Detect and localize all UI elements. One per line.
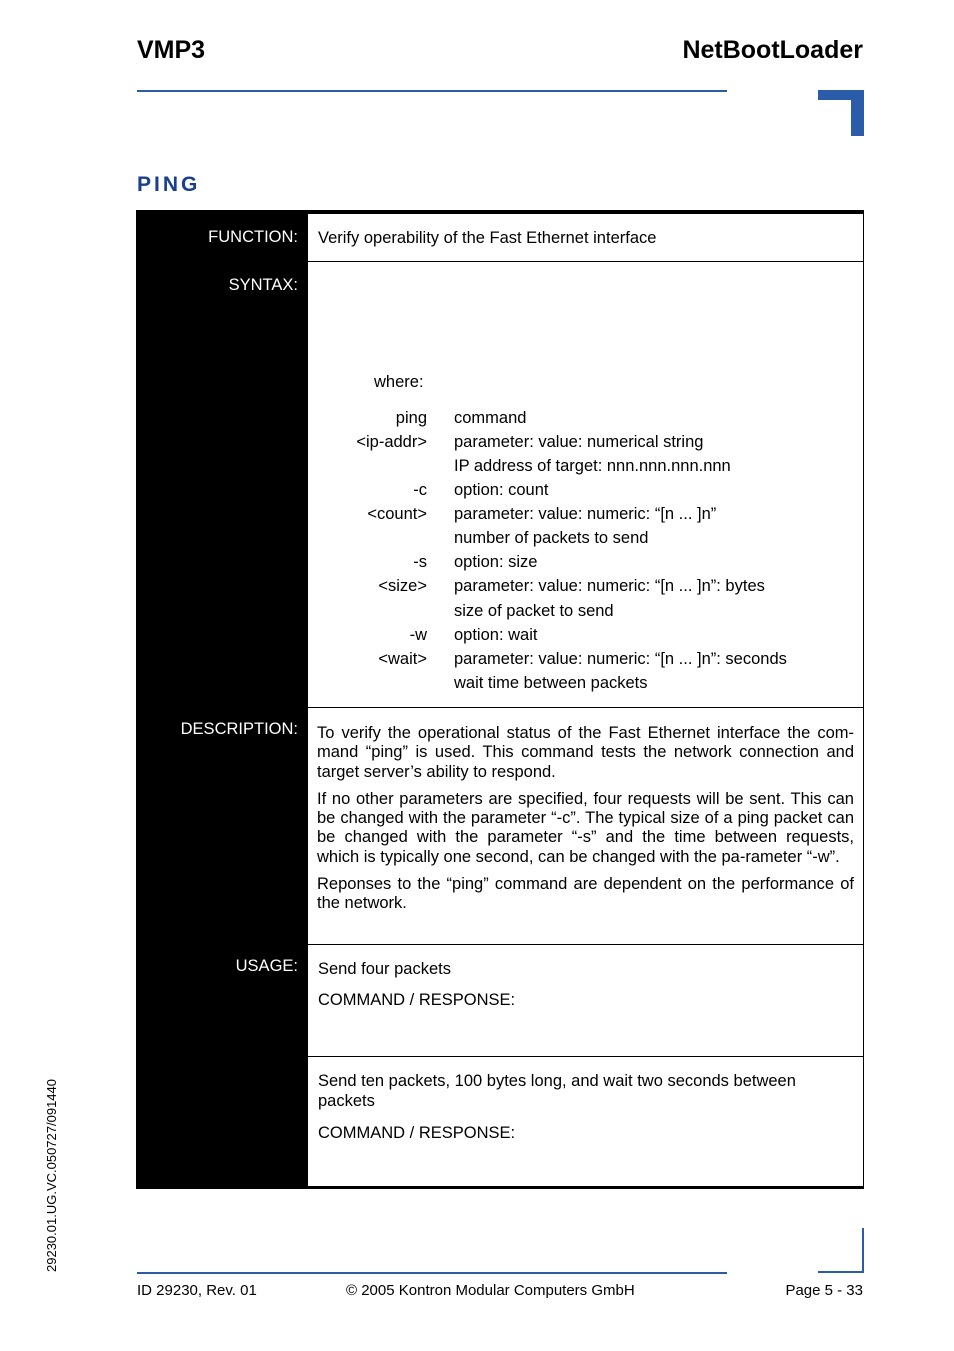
param-row	[308, 550, 863, 574]
function-text: Verify operability of the Fast Ethernet interface	[318, 229, 657, 247]
usage-title: Send four packets	[318, 960, 451, 978]
usage-command-label: COMMAND / RESPONSE:	[318, 991, 516, 1009]
command-table	[136, 210, 864, 1189]
param-desc: parameter: value: numerical string	[454, 433, 704, 451]
description-paragraph: To verify the operational status of the Fast Ethernet interface the com-mand “ping” is used. This command tests the network connection and target server’s ability to respond.	[317, 724, 854, 781]
content-column	[308, 214, 864, 1186]
param-name: <size>	[378, 577, 427, 595]
param-row	[308, 454, 863, 478]
corner-mark-bottom	[862, 1228, 864, 1273]
param-row	[308, 647, 863, 671]
param-desc: parameter: value: numeric: “[n ... ]n”: bytes	[454, 577, 765, 595]
syntax-where: where:	[374, 373, 424, 391]
param-desc: option: wait	[454, 626, 538, 644]
param-row	[308, 526, 863, 550]
description-paragraph: Reponses to the “ping” command are dependent on the performance of the network.	[317, 875, 854, 913]
param-desc: option: size	[454, 553, 538, 571]
param-row	[308, 478, 863, 502]
param-desc: wait time between packets	[454, 674, 648, 692]
side-document-code: 29230.01.UG.VC.050727/091440	[44, 1079, 59, 1272]
param-desc: size of packet to send	[454, 602, 614, 620]
header-product: VMP3	[137, 36, 206, 64]
param-row	[308, 502, 863, 526]
param-desc: command	[454, 409, 527, 427]
label-usage: USAGE:	[235, 957, 298, 975]
footer-copyright: © 2005 Kontron Modular Computers GmbH	[346, 1282, 635, 1299]
param-row	[308, 599, 863, 623]
usage-command-label: COMMAND / RESPONSE:	[318, 1124, 516, 1142]
header-chapter: NetBootLoader	[682, 36, 863, 64]
param-row	[308, 574, 863, 598]
label-column	[136, 214, 308, 1186]
param-row	[308, 430, 863, 454]
label-syntax: SYNTAX:	[228, 276, 298, 294]
param-name: ping	[395, 409, 427, 427]
param-desc: option: count	[454, 481, 549, 499]
corner-mark-top-vertical	[851, 90, 864, 136]
usage-title: Send ten packets, 100 bytes long, and wait two seconds between packets	[318, 1072, 796, 1110]
corner-mark-bottom-horizontal	[818, 1271, 864, 1273]
param-name: <count>	[367, 505, 427, 523]
syntax-cell	[308, 262, 863, 708]
param-desc: IP address of target: nnn.nnn.nnn.nnn	[454, 457, 731, 475]
param-row	[308, 623, 863, 647]
param-row	[308, 671, 863, 695]
footer-page-number: Page 5 - 33	[785, 1282, 863, 1299]
param-name: <wait>	[378, 650, 427, 668]
param-name: -w	[409, 626, 427, 644]
param-name: -c	[413, 481, 427, 499]
param-row	[308, 406, 863, 430]
footer-rule	[137, 1272, 727, 1274]
footer-document-id: ID 29230, Rev. 01	[137, 1282, 257, 1299]
usage-cell	[308, 945, 863, 1057]
param-name: <ip-addr>	[356, 433, 427, 451]
function-cell	[308, 214, 863, 262]
label-description: DESCRIPTION:	[180, 720, 298, 738]
description-paragraph: If no other parameters are specified, four requests will be sent. This can be changed with the parameter “-c”. The typical size of a ping packet can be changed with the parameter “-s” and the time between requests, which is typically one second, can be changed with the pa-rameter “-w”.	[317, 789, 854, 866]
section-title: PING	[137, 173, 201, 196]
label-function: FUNCTION:	[208, 228, 298, 246]
description-cell	[308, 708, 863, 945]
param-name: -s	[413, 553, 427, 571]
header-rule	[137, 90, 727, 92]
usage-cell	[308, 1057, 863, 1189]
param-desc: number of packets to send	[454, 529, 649, 547]
param-desc: parameter: value: numeric: “[n ... ]n”	[454, 505, 717, 523]
param-desc: parameter: value: numeric: “[n ... ]n”: seconds	[454, 650, 787, 668]
